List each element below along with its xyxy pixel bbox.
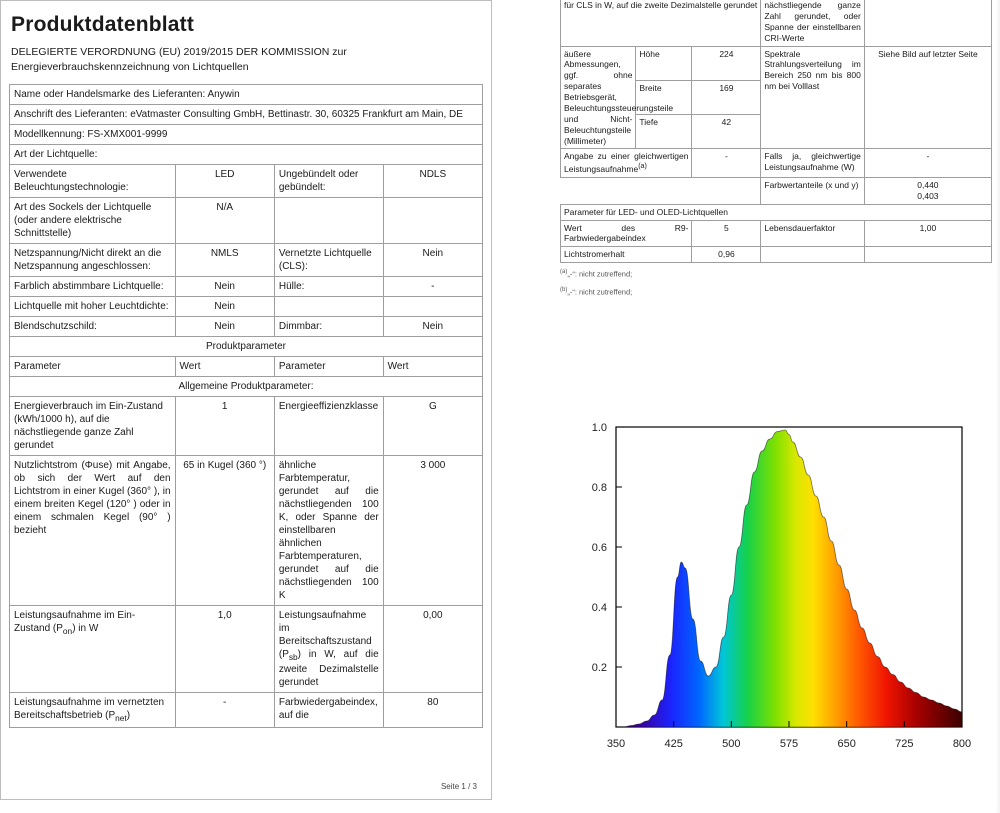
supplier-brand-cell <box>10 85 483 105</box>
cell-param: Farbwiedergabeindex, auf die <box>274 693 383 728</box>
cell-spectral-value: Siehe Bild auf letzter Seite <box>864 46 991 149</box>
spectral-distribution-chart <box>560 405 980 775</box>
cell-param: Leistungsaufnahme im vernetzten Bereitschaftsbetrieb $(P_{net})$ <box>10 693 176 728</box>
cell-value: NMLS <box>175 244 274 277</box>
cell-value: Nein <box>383 244 482 277</box>
cell-value <box>383 297 482 317</box>
col-header-value-1: Wert <box>175 357 274 377</box>
table-row <box>10 85 483 105</box>
spectral-chart-svg <box>560 405 980 775</box>
page-title: Produktdatenblatt <box>11 13 195 36</box>
cell-value: N/A <box>175 198 274 244</box>
table-row <box>10 456 483 606</box>
table-row <box>561 149 992 178</box>
cell-flux-label: Lichtstromerhalt <box>561 247 692 263</box>
cell-param: Netzspannung/Nicht direkt an die Netzspannung angeschlossen: <box>10 244 176 277</box>
table-row <box>10 377 483 397</box>
general-params-header: Allgemeine Produktparameter: <box>10 377 483 397</box>
page-edge-shading <box>996 0 1000 813</box>
cell-value: 3 000 <box>383 456 482 606</box>
table-row <box>561 46 992 80</box>
cell-r9-value: 5 <box>692 220 761 247</box>
table-row <box>10 357 483 377</box>
svg-text:650: 650 <box>837 738 856 750</box>
cell-param <box>274 198 383 244</box>
page-number: Seite 1 / 3 <box>440 782 477 791</box>
cell-chroma-label: Farbwertanteile (x und y) <box>761 177 864 204</box>
table-row <box>561 0 992 46</box>
cell-value: 0,00 <box>383 606 482 693</box>
cell-equivalent-label: Angabe zu einer gleichwertigen Leistungsaufnahme$^{(a)}$ <box>561 149 692 178</box>
table-row <box>561 204 992 220</box>
supplier-address-cell <box>10 105 483 125</box>
cell-spectral-label: Spektrale Strahlungsverteilung im Bereich 250 nm bis 800 nm bei Volllast <box>761 46 864 149</box>
svg-text:0.4: 0.4 <box>591 602 607 614</box>
spectral-parameters-table <box>560 0 992 298</box>
cell-param: ähnliche Farbtemperatur, gerundet auf die nächstliegenden 100 K, oder Spanne der einstellbaren ähnlichen Farbtemperaturen, gerundet auf die nächstliegenden 100 K <box>274 456 383 606</box>
cell-r9-label: Wert des R9-Farbwiedergabeindex <box>561 220 692 247</box>
table-row <box>10 317 483 337</box>
cell-cri-fragment: nächstliegende ganze Zahl gerundet, oder Spanne der einstellbaren CRI-Werte <box>761 0 864 46</box>
svg-text:500: 500 <box>722 738 741 750</box>
cell-value: 65 in Kugel (360 °) <box>175 456 274 606</box>
cell-param: Ungebündelt oder gebündelt: <box>274 165 383 198</box>
cell-dimension-name: Höhe <box>636 46 692 80</box>
model-value: FS-XMX001-9999 <box>87 129 168 141</box>
table-row <box>561 220 992 247</box>
cell-param: Art des Sockels der Lichtquelle (oder andere elektrische Schnittstelle) <box>10 198 176 244</box>
cell-empty <box>761 247 864 263</box>
cell-equivalent-value-2: - <box>864 149 991 178</box>
cell-spacer <box>561 177 761 204</box>
cell-value: Nein <box>175 297 274 317</box>
cell-dimension-value: 42 <box>692 115 761 149</box>
footnote-b: $^{(b)}$„-“: nicht zutreffend; <box>560 286 633 297</box>
cell-param: Lichtquelle mit hoher Leuchtdichte: <box>10 297 176 317</box>
supplier-address-value: eVatmaster Consulting GmbH, Bettinastr. 30, 60325 Frankfurt am Main, DE <box>130 109 463 121</box>
table-row <box>561 247 992 263</box>
model-label: Modellkennung: <box>14 129 85 141</box>
table-row <box>10 145 483 165</box>
cell-value: 80 <box>383 693 482 728</box>
cell-value: NDLS <box>383 165 482 198</box>
svg-text:0.6: 0.6 <box>591 542 607 554</box>
table-row <box>10 397 483 456</box>
cell-param: Energieverbrauch im Ein-Zustand (kWh/1000 h), auf die nächstliegende ganze Zahl gerundet <box>10 397 176 456</box>
light-source-table <box>9 164 483 728</box>
footnote-a: $^{(a)}$„-“: nicht zutreffend; <box>560 269 633 279</box>
cell-param: Blendschutzschild: <box>10 317 176 337</box>
cell-dimension-value: 224 <box>692 46 761 80</box>
table-row <box>10 606 483 693</box>
table-row <box>561 177 992 204</box>
supplier-brand-value: Anywin <box>207 89 240 101</box>
cell-chroma-value: 0,440 0,403 <box>864 177 991 204</box>
cell-param <box>274 297 383 317</box>
svg-text:350: 350 <box>606 738 626 750</box>
cell-param: Leistungsaufnahme im Bereitschaftszustand $(P_{sb})$ in W, auf die zweite Dezimalstelle gerundet <box>274 606 383 693</box>
cell-empty <box>864 0 991 46</box>
supplier-address-label: Anschrift des Lieferanten: <box>14 109 128 121</box>
table-row <box>10 337 483 357</box>
svg-text:1.0: 1.0 <box>591 422 607 434</box>
cell-param: Verwendete Beleuchtungstechnologie: <box>10 165 176 198</box>
product-params-header: Produktparameter <box>10 337 483 357</box>
cell-dimension-value: 169 <box>692 80 761 114</box>
cell-param: Vernetzte Lichtquelle (CLS): <box>274 244 383 277</box>
cell-cls-fragment: für CLS in W, auf die zweite Dezimalstelle gerundet <box>561 0 761 46</box>
table-row <box>10 297 483 317</box>
cell-value: Nein <box>383 317 482 337</box>
cell-equivalent-label-2: Falls ja, gleichwertige Leistungsaufnahme (W) <box>761 149 864 178</box>
supplier-brand-label: Name oder Handelsmarke des Lieferanten: <box>14 89 206 101</box>
svg-text:800: 800 <box>952 738 972 750</box>
cell-lifetime-value: 1,00 <box>864 220 991 247</box>
cell-param: Farblich abstimmbare Lichtquelle: <box>10 277 176 297</box>
light-source-type-cell: Art der Lichtquelle: <box>10 145 483 165</box>
supplier-table <box>9 84 483 165</box>
svg-text:0.2: 0.2 <box>591 662 607 674</box>
cell-value <box>383 198 482 244</box>
cell-dimensions-label: äußere Abmessungen, ggf. ohne separates Betriebsgerät, Beleuchtungssteuerungsteile und Nicht-Beleuchtungsteile (Millimeter) <box>561 46 636 149</box>
table-row <box>10 693 483 728</box>
table-row <box>10 244 483 277</box>
cell-empty <box>864 247 991 263</box>
cell-value: G <box>383 397 482 456</box>
svg-text:575: 575 <box>779 738 799 750</box>
col-header-value-2: Wert <box>383 357 482 377</box>
cell-param: Hülle: <box>274 277 383 297</box>
svg-text:725: 725 <box>895 738 914 750</box>
table-row <box>10 125 483 145</box>
cell-value: Nein <box>175 317 274 337</box>
cell-value: 1 <box>175 397 274 456</box>
table-row <box>10 198 483 244</box>
table-row <box>10 165 483 198</box>
cell-value: 1,0 <box>175 606 274 693</box>
col-header-parameter-2: Parameter <box>274 357 383 377</box>
cell-value: Nein <box>175 277 274 297</box>
cell-led-oled-header: Parameter für LED- und OLED-Lichtquellen <box>561 204 992 220</box>
table-row <box>10 277 483 297</box>
cell-value: LED <box>175 165 274 198</box>
product-datasheet-page <box>0 0 492 800</box>
cell-value: - <box>175 693 274 728</box>
cell-param: Dimmbar: <box>274 317 383 337</box>
svg-text:0.8: 0.8 <box>591 482 607 494</box>
table-row <box>10 105 483 125</box>
cell-dimension-name: Tiefe <box>636 115 692 149</box>
model-cell <box>10 125 483 145</box>
cell-param: Nutzlichtstrom (Φuse) mit Angabe, ob sich der Wert auf den Lichtstrom in einer Kugel (360° ), in einem breiten Kegel (120° ) oder in einem schmalen Kegel (90° ) bezieht <box>10 456 176 606</box>
col-header-parameter-1: Parameter <box>10 357 176 377</box>
regulation-subtitle: DELEGIERTE VERORDNUNG (EU) 2019/2015 DER KOMMISSION zur Energieverbrauchskennzeichnung von Lichtquellen <box>11 46 347 74</box>
cell-equivalent-value: - <box>692 149 761 178</box>
cell-lifetime-label: Lebensdauerfaktor <box>761 220 864 247</box>
cell-param: Leistungsaufnahme im Ein-Zustand $(P_{on})$ in W <box>10 606 176 693</box>
cell-param: Energieeffizienzklasse <box>274 397 383 456</box>
svg-text:425: 425 <box>664 738 683 750</box>
cell-flux-value: 0,96 <box>692 247 761 263</box>
cell-dimension-name: Breite <box>636 80 692 114</box>
cell-value: - <box>383 277 482 297</box>
